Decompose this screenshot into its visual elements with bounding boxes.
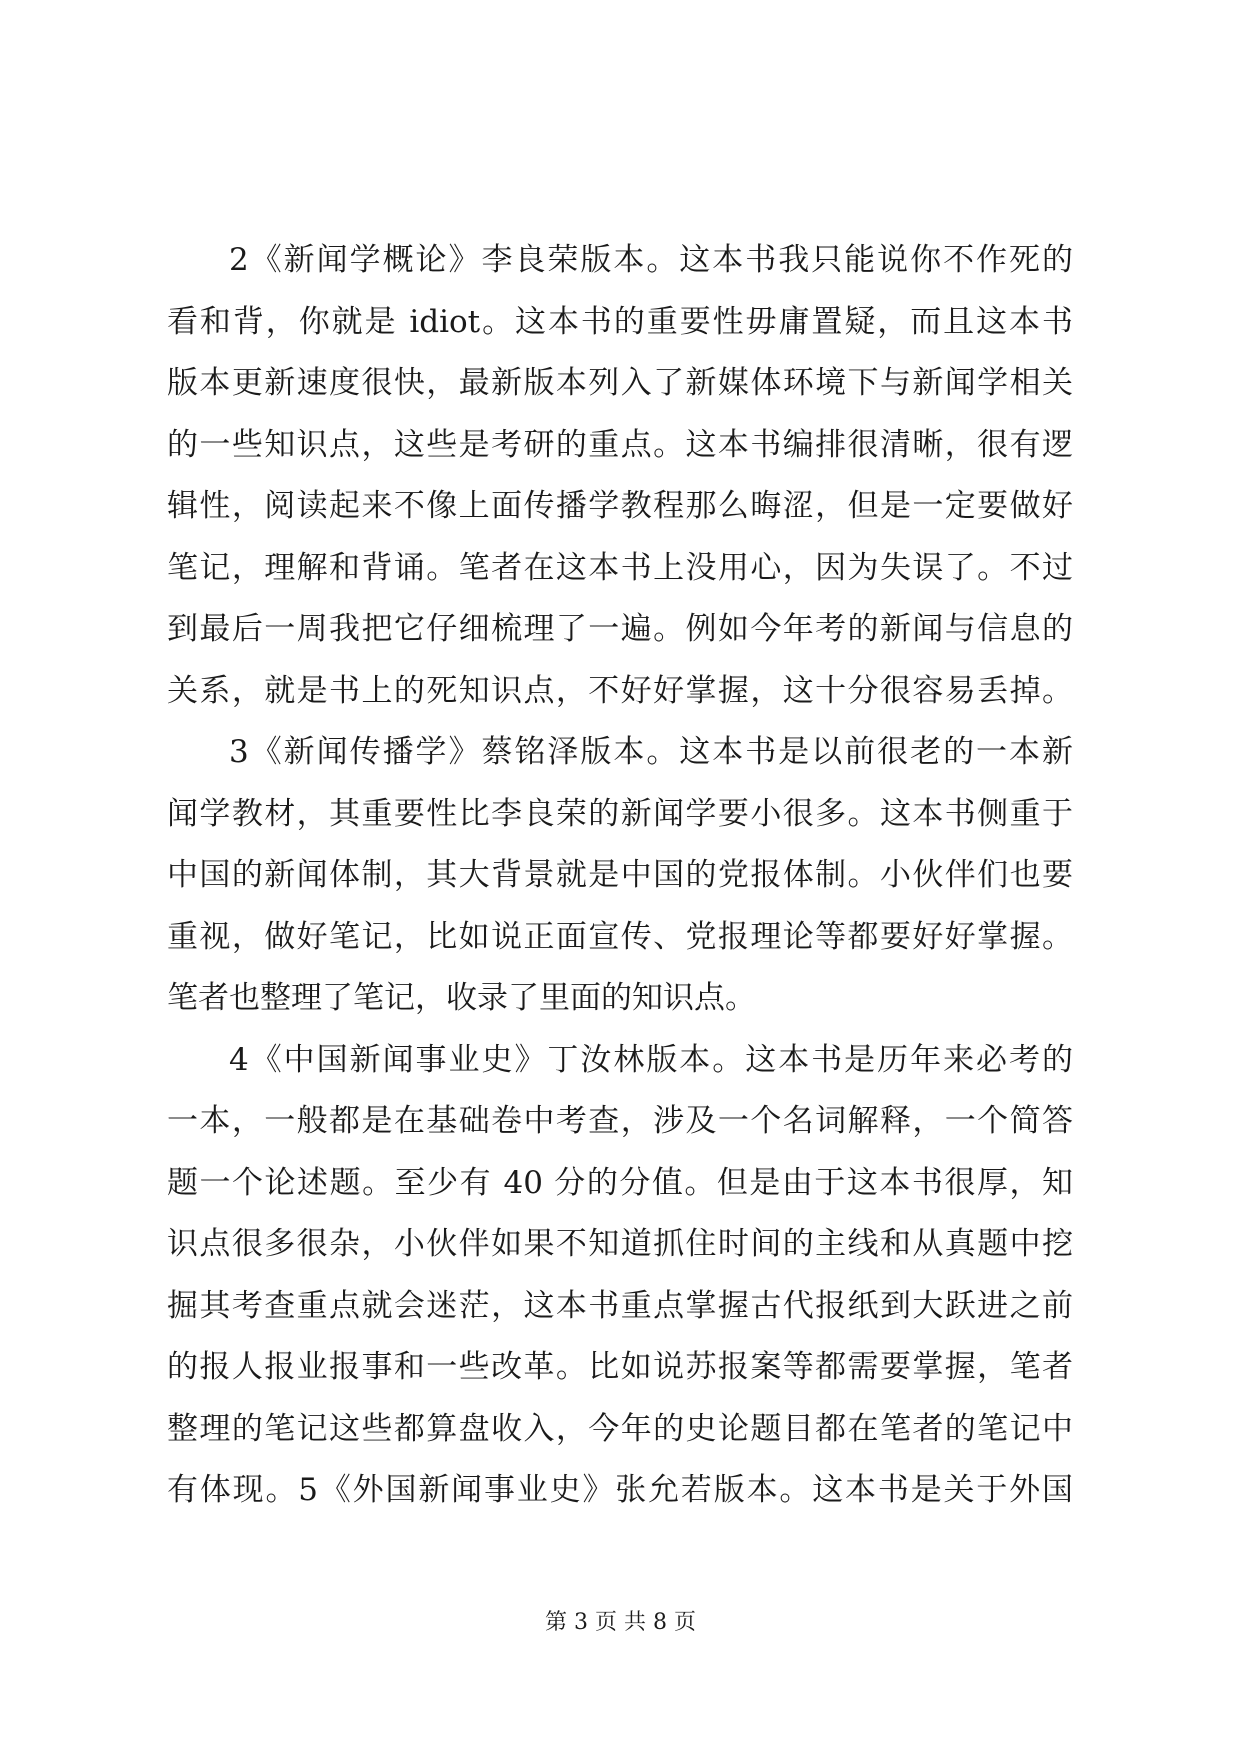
text-line: 到最后一周我把它仔细梳理了一遍。例如今年考的新闻与信息的 [167, 611, 1073, 647]
text-line: 识点很多很杂，小伙伴如果不知道抓住时间的主线和从真题中挖 [167, 1226, 1073, 1262]
text-line: 有体现。5《外国新闻事业史》张允若版本。这本书是关于外国 [167, 1472, 1073, 1508]
text-line: 重视，做好笔记，比如说正面宣传、党报理论等都要好好掌握。 [167, 918, 1073, 955]
text-line: 笔记，理解和背诵。笔者在这本书上没用心，因为失误了。不过 [167, 549, 1073, 586]
page-number-label: 第 3 页 共 8 页 [545, 1610, 696, 1635]
paragraph-2 [167, 722, 1073, 1030]
text-line: 一本，一般都是在基础卷中考查，涉及一个名词解释，一个简答 [167, 1103, 1073, 1139]
text-line: 笔者也整理了笔记，收录了里面的知识点。 [167, 980, 756, 1016]
paragraph-1 [167, 230, 1073, 722]
text-line: 2《新闻学概论》李良荣版本。这本书我只能说你不作死的 [229, 242, 1073, 278]
text-line: 中国的新闻体制，其大背景就是中国的党报体制。小伙伴们也要 [167, 857, 1073, 893]
text-line: 版本更新速度很快，最新版本列入了新媒体环境下与新闻学相关 [167, 365, 1073, 401]
text-line: 看和背，你就是 idiot。这本书的重要性毋庸置疑，而且这本书 [167, 303, 1073, 340]
text-line: 闻学教材，其重要性比李良荣的新闻学要小很多。这本书侧重于 [167, 795, 1073, 832]
text-line: 的报人报业报事和一些改革。比如说苏报案等都需要掌握，笔者 [167, 1349, 1073, 1385]
text-line: 题一个论述题。至少有 40 分的分值。但是由于这本书很厚，知 [167, 1164, 1073, 1201]
text-line: 关系，就是书上的死知识点，不好好掌握，这十分很容易丢掉。 [167, 672, 1073, 709]
page-footer [0, 1608, 1241, 1638]
text-line: 3《新闻传播学》蔡铭泽版本。这本书是以前很老的一本新 [229, 734, 1073, 770]
text-line: 掘其考查重点就会迷茫，这本书重点掌握古代报纸到大跃进之前 [167, 1287, 1073, 1324]
document-body [167, 230, 1073, 1522]
text-line: 整理的笔记这些都算盘收入，今年的史论题目都在笔者的笔记中 [167, 1410, 1073, 1447]
text-line: 的一些知识点，这些是考研的重点。这本书编排很清晰，很有逻 [167, 426, 1073, 463]
text-line: 4《中国新闻事业史》丁汝林版本。这本书是历年来必考的 [229, 1041, 1073, 1078]
paragraph-3 [167, 1030, 1073, 1522]
text-line: 辑性，阅读起来不像上面传播学教程那么晦涩，但是一定要做好 [167, 488, 1073, 524]
